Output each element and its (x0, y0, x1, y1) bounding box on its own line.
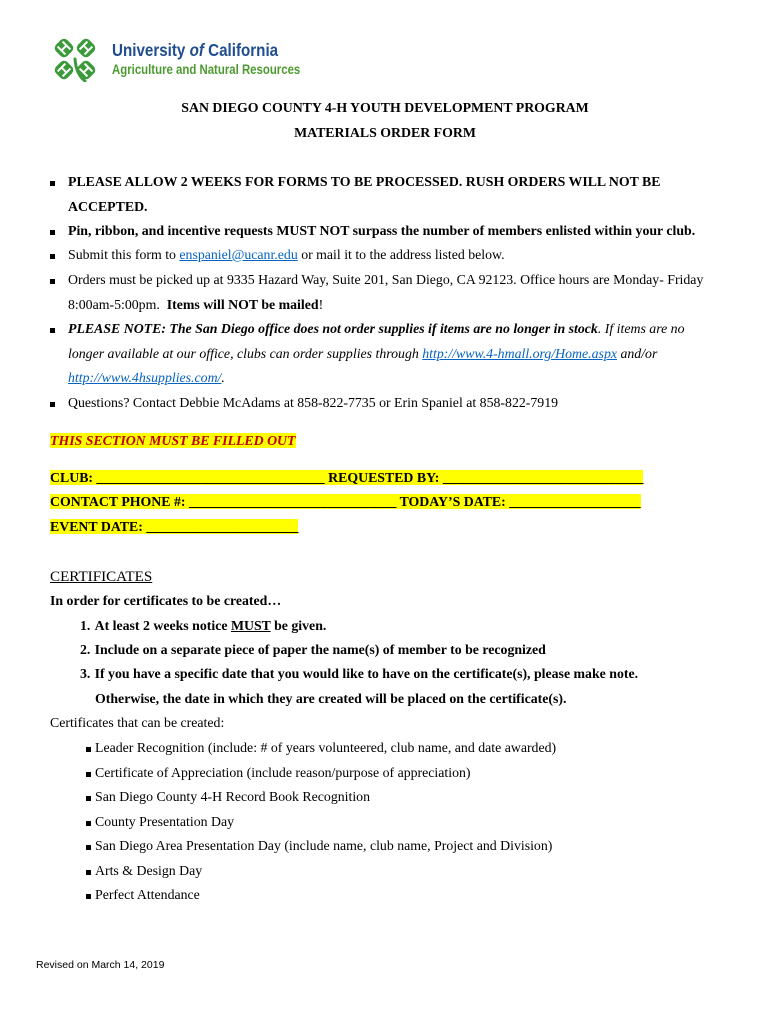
certificate-types-label: Certificates that can be created: (50, 715, 225, 730)
notice-pickup-line2 (68, 296, 323, 314)
square-bullet-icon (50, 254, 55, 259)
no-mail-warning-end: ! (318, 297, 324, 312)
notice-limit: Pin, ribbon, and incentive requests MUST NOT surpass the number of members enlisted within your club. (68, 223, 696, 238)
revision-date: Revised on March 14, 2019 (36, 959, 165, 971)
certificate-step (80, 617, 326, 635)
requested-by-label: REQUESTED BY: (324, 470, 443, 485)
certificate-step-continuation: Otherwise, the date in which they are created will be placed on the certificate(s). (95, 691, 567, 706)
4-hmall-link[interactable]: http://www.4-hmall.org/Home.aspx (422, 346, 617, 361)
event-date-field[interactable]: ______________________ (146, 519, 299, 534)
list-item: Arts & Design Day (95, 863, 203, 878)
notice-stock-line3 (68, 369, 225, 387)
event-date-highlight (50, 519, 298, 534)
list-item: Certificate of Appreciation (include reason/purpose of appreciation) (95, 765, 471, 780)
page-title: SAN DIEGO COUNTY 4-H YOUTH DEVELOPMENT PROGRAM (181, 100, 589, 115)
logo-division-name: Agriculture and Natural Resources (112, 62, 301, 77)
club-row (50, 469, 643, 487)
event-date-row (50, 518, 298, 536)
notice-submit-text-end: or mail it to the address listed below. (297, 247, 505, 262)
4-h-clover-icon (51, 36, 101, 82)
4hsupplies-link[interactable]: http://www.4hsupplies.com/ (68, 370, 222, 385)
stock-line3-end: . (221, 370, 225, 385)
step-number: 2. (80, 642, 91, 657)
contact-phone-label: CONTACT PHONE #: (50, 494, 189, 509)
logo-california-word: California (203, 40, 279, 60)
clover-leaves (53, 37, 98, 82)
step-text: If you have a specific date that you would like to have on the certificate(s), please make note. (94, 666, 639, 681)
stock-note: PLEASE NOTE: The San Diego office does not order supplies if items are no longer in stock (68, 321, 598, 336)
notice-submit (68, 246, 505, 264)
certificates-heading: CERTIFICATES (50, 569, 153, 585)
todays-date-label: TODAY’S DATE: (396, 494, 510, 509)
square-bullet-icon (86, 894, 91, 899)
square-bullet-icon (50, 279, 55, 284)
notice-rush-line2: ACCEPTED. (68, 199, 148, 214)
square-bullet-icon (50, 181, 55, 186)
requested-by-field[interactable]: _____________________________ (442, 470, 644, 485)
square-bullet-icon (86, 796, 91, 801)
required-section-heading-row (50, 432, 296, 450)
form-title: MATERIALS ORDER FORM (294, 125, 476, 140)
notice-rush-line1: PLEASE ALLOW 2 WEEKS FOR FORMS TO BE PROCESSED. RUSH ORDERS WILL NOT BE (68, 174, 661, 189)
step-text: Include on a separate piece of paper the name(s) of member to be recognized (94, 642, 546, 657)
notice-stock-line2 (68, 345, 657, 363)
notice-pickup-line1: Orders must be picked up at 9335 Hazard Way, Suite 201, San Diego, CA 92123. Office hours are Monday- Friday (68, 272, 704, 287)
step-number: 3. (80, 666, 91, 681)
logo-university-name (112, 40, 278, 60)
list-item: Leader Recognition (include: # of years volunteered, club name, and date awarded) (95, 740, 557, 755)
logo-of-word: of (189, 40, 204, 60)
notice-submit-text: Submit this form to (68, 247, 180, 262)
phone-row (50, 493, 641, 511)
certificate-step (80, 665, 638, 683)
event-date-label: EVENT DATE: (50, 519, 147, 534)
square-bullet-icon (86, 870, 91, 875)
required-section-heading: THIS SECTION MUST BE FILLED OUT (50, 433, 296, 448)
list-item: San Diego County 4-H Record Book Recognition (95, 789, 370, 804)
list-item: County Presentation Day (95, 814, 235, 829)
square-bullet-icon (50, 402, 55, 407)
todays-date-field[interactable]: ___________________ (509, 494, 641, 509)
stock-line2-end: and/or (617, 346, 658, 361)
club-label: CLUB: (50, 470, 97, 485)
step-text: At least 2 weeks notice (94, 618, 231, 633)
uc-anr-logo (0, 0, 320, 90)
square-bullet-icon (86, 821, 91, 826)
list-item: San Diego Area Presentation Day (include name, club name, Project and Division) (95, 838, 553, 853)
step-emphasis: MUST (230, 618, 271, 633)
notice-stock-line1 (68, 320, 685, 338)
notice-questions: Questions? Contact Debbie McAdams at 858-822-7735 or Erin Spaniel at 858-822-7919 (68, 395, 559, 410)
step-number: 1. (80, 618, 91, 633)
contact-phone-field[interactable]: ______________________________ (188, 494, 397, 509)
square-bullet-icon (86, 845, 91, 850)
certificates-intro: In order for certificates to be created… (50, 593, 282, 608)
square-bullet-icon (50, 230, 55, 235)
club-field[interactable]: _________________________________ (96, 470, 325, 485)
list-item: Perfect Attendance (95, 887, 200, 902)
logo-university-word: University (112, 40, 190, 60)
certificate-step (80, 641, 546, 659)
club-row-highlight (50, 470, 643, 485)
no-mail-warning: Items will NOT be mailed (166, 297, 319, 312)
phone-row-highlight (50, 494, 641, 509)
office-hours: 8:00am-5:00pm. (68, 297, 167, 312)
square-bullet-icon (50, 328, 55, 333)
step-text-end: be given. (270, 618, 327, 633)
stock-line2-text: longer available at our office, clubs can order supplies through (68, 346, 423, 361)
square-bullet-icon (86, 747, 91, 752)
stock-note-rest: . If items are no (597, 321, 685, 336)
square-bullet-icon (86, 772, 91, 777)
email-link[interactable]: enspaniel@ucanr.edu (179, 247, 298, 262)
